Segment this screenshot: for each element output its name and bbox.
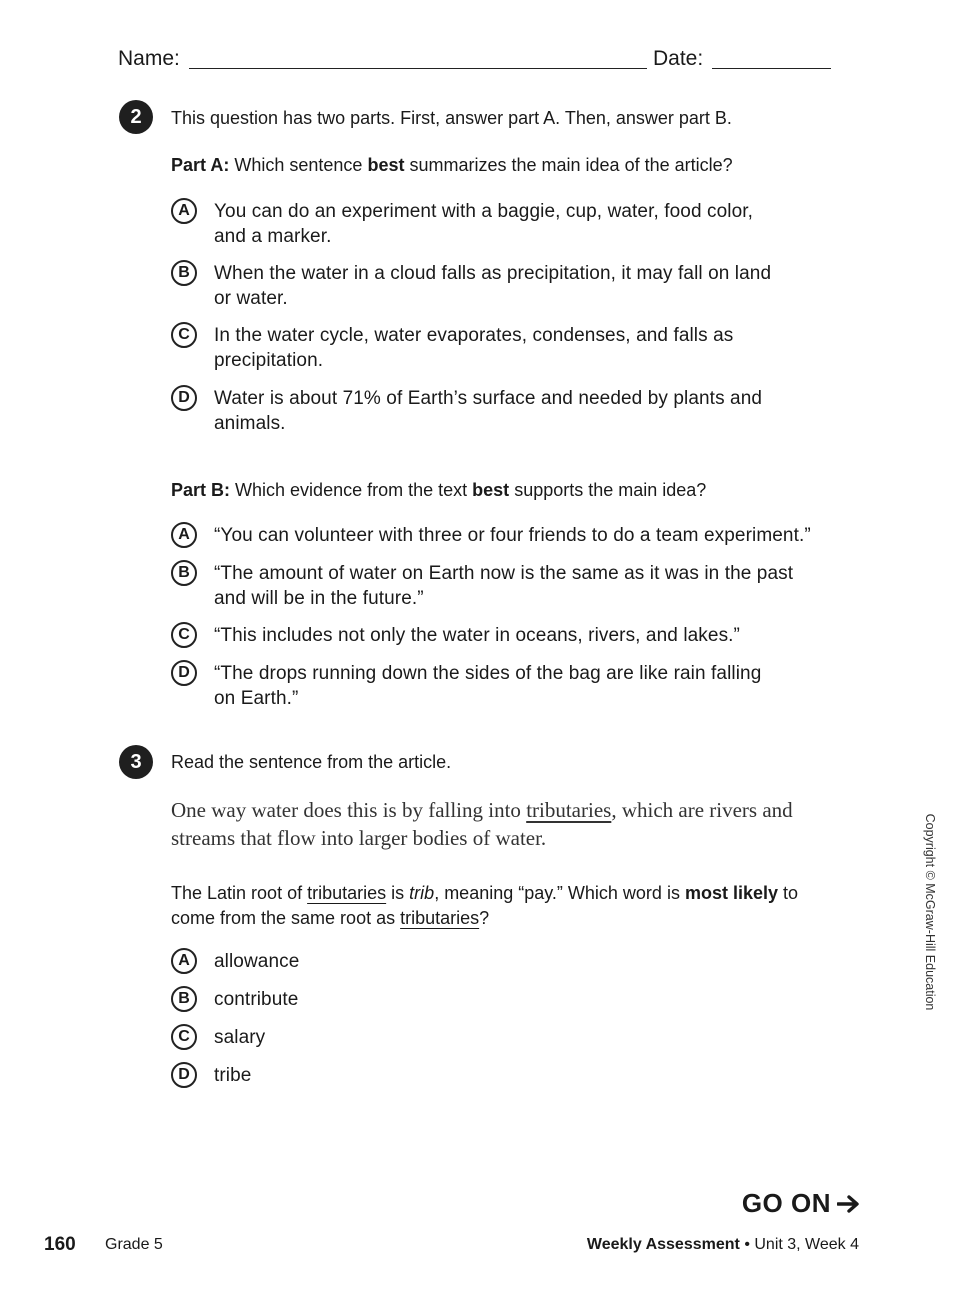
assessment-info xyxy=(587,1236,859,1254)
option-text-cont: and will be in the future.” xyxy=(214,588,424,609)
part-a-prompt xyxy=(171,155,733,176)
part-a-label: Part A: xyxy=(171,155,230,175)
part-a-prompt-text: Which sentence xyxy=(234,155,363,175)
option-text-cont: precipitation. xyxy=(214,350,324,371)
part-a-option-c[interactable] xyxy=(171,323,851,373)
option-bubble[interactable]: D xyxy=(171,1062,197,1088)
option-text: Water is about 71% of Earth’s surface and needed by plants and xyxy=(214,388,763,409)
option-text-cont: or water. xyxy=(214,288,288,309)
page-number: 160 xyxy=(44,1234,76,1255)
option-text: In the water cycle, water evaporates, condenses, and falls as xyxy=(214,325,734,346)
unit-week: • Unit 3, Week 4 xyxy=(744,1236,859,1253)
passage-text-end: , which are rivers and xyxy=(611,798,793,822)
part-a-emphasis: best xyxy=(367,155,405,175)
latin-root: trib xyxy=(409,883,435,903)
option-text: tribe xyxy=(214,1065,252,1086)
part-b-option-d[interactable] xyxy=(171,661,851,711)
option-bubble[interactable]: C xyxy=(171,322,197,348)
option-bubble[interactable]: A xyxy=(171,522,197,548)
option-text-cont: on Earth.” xyxy=(214,688,299,709)
option-text: When the water in a cloud falls as precipitation, it may fall on land xyxy=(214,263,772,284)
question-3-intro: Read the sentence from the article. xyxy=(171,752,452,772)
grade-label: Grade 5 xyxy=(105,1236,163,1253)
part-a-option-a[interactable] xyxy=(171,199,851,249)
date-field[interactable] xyxy=(712,68,831,69)
name-label: Name: xyxy=(118,47,180,70)
prompt-text: ? xyxy=(479,908,490,928)
part-b-option-b[interactable] xyxy=(171,561,851,611)
prompt-underlined-word: tributaries xyxy=(400,908,480,928)
go-on-label: GO ON xyxy=(741,1188,831,1218)
passage-underlined-word: tributaries xyxy=(526,798,612,822)
assessment-title: Weekly Assessment xyxy=(586,1236,740,1253)
copyright-notice: Copyright © McGraw-Hill Education xyxy=(923,813,937,1011)
option-bubble[interactable]: D xyxy=(171,385,197,411)
prompt-text: , meaning “pay.” Which word is xyxy=(434,883,680,903)
option-text-cont: and a marker. xyxy=(214,226,332,247)
option-bubble[interactable]: D xyxy=(171,660,197,686)
q3-option-b[interactable] xyxy=(171,987,851,1012)
passage-excerpt xyxy=(171,796,861,852)
prompt-text: The Latin root of xyxy=(171,883,303,903)
passage-text: One way water does this is by falling into xyxy=(171,798,521,822)
option-text: contribute xyxy=(214,989,299,1010)
part-b-label: Part B: xyxy=(171,480,231,500)
prompt-text: is xyxy=(391,883,405,903)
option-text-cont: animals. xyxy=(214,413,286,434)
option-text: “This includes not only the water in oceans, rivers, and lakes.” xyxy=(214,625,740,646)
part-a-option-b[interactable] xyxy=(171,261,851,311)
prompt-underlined-word: tributaries xyxy=(307,883,387,903)
prompt-emphasis: most likely xyxy=(684,883,779,903)
part-b-option-a[interactable] xyxy=(171,523,851,548)
q3-option-c[interactable] xyxy=(171,1025,851,1050)
option-text: “The amount of water on Earth now is the same as it was in the past xyxy=(214,563,794,584)
question-2-intro: This question has two parts. First, answer part A. Then, answer part B. xyxy=(171,108,732,128)
option-text: “The drops running down the sides of the bag are like rain falling xyxy=(214,663,762,684)
part-b-prompt-text-end: supports the main idea? xyxy=(514,480,707,500)
option-bubble[interactable]: A xyxy=(171,198,197,224)
question-2-number: 2 xyxy=(119,100,153,134)
prompt-text: to xyxy=(783,883,799,903)
part-a-option-d[interactable] xyxy=(171,386,851,436)
question-3-number: 3 xyxy=(119,745,153,779)
option-bubble[interactable]: B xyxy=(171,260,197,286)
passage-line-2: streams that flow into larger bodies of water. xyxy=(171,826,547,850)
part-b-prompt-text: Which evidence from the text xyxy=(235,480,468,500)
date-label: Date: xyxy=(653,47,704,70)
question-3-prompt xyxy=(171,881,871,931)
option-bubble[interactable]: C xyxy=(171,622,197,648)
option-bubble[interactable]: C xyxy=(171,1024,197,1050)
q3-option-a[interactable] xyxy=(171,949,851,974)
name-field[interactable] xyxy=(189,68,647,69)
option-text: You can do an experiment with a baggie, cup, water, food color, xyxy=(214,201,754,222)
go-on-indicator xyxy=(742,1188,861,1219)
option-bubble[interactable]: B xyxy=(171,986,197,1012)
part-b-option-c[interactable] xyxy=(171,623,851,648)
part-b-prompt xyxy=(171,480,706,501)
part-a-prompt-text-end: summarizes the main idea of the article? xyxy=(409,155,733,175)
prompt-text: come from the same root as xyxy=(171,908,396,928)
option-text: allowance xyxy=(214,951,300,972)
option-text: “You can volunteer with three or four friends to do a team experiment.” xyxy=(214,525,811,546)
option-bubble[interactable]: A xyxy=(171,948,197,974)
q3-option-d[interactable] xyxy=(171,1063,851,1088)
option-bubble[interactable]: B xyxy=(171,560,197,586)
arrow-right-icon xyxy=(837,1194,861,1214)
option-text: salary xyxy=(214,1027,266,1048)
part-b-emphasis: best xyxy=(472,480,510,500)
